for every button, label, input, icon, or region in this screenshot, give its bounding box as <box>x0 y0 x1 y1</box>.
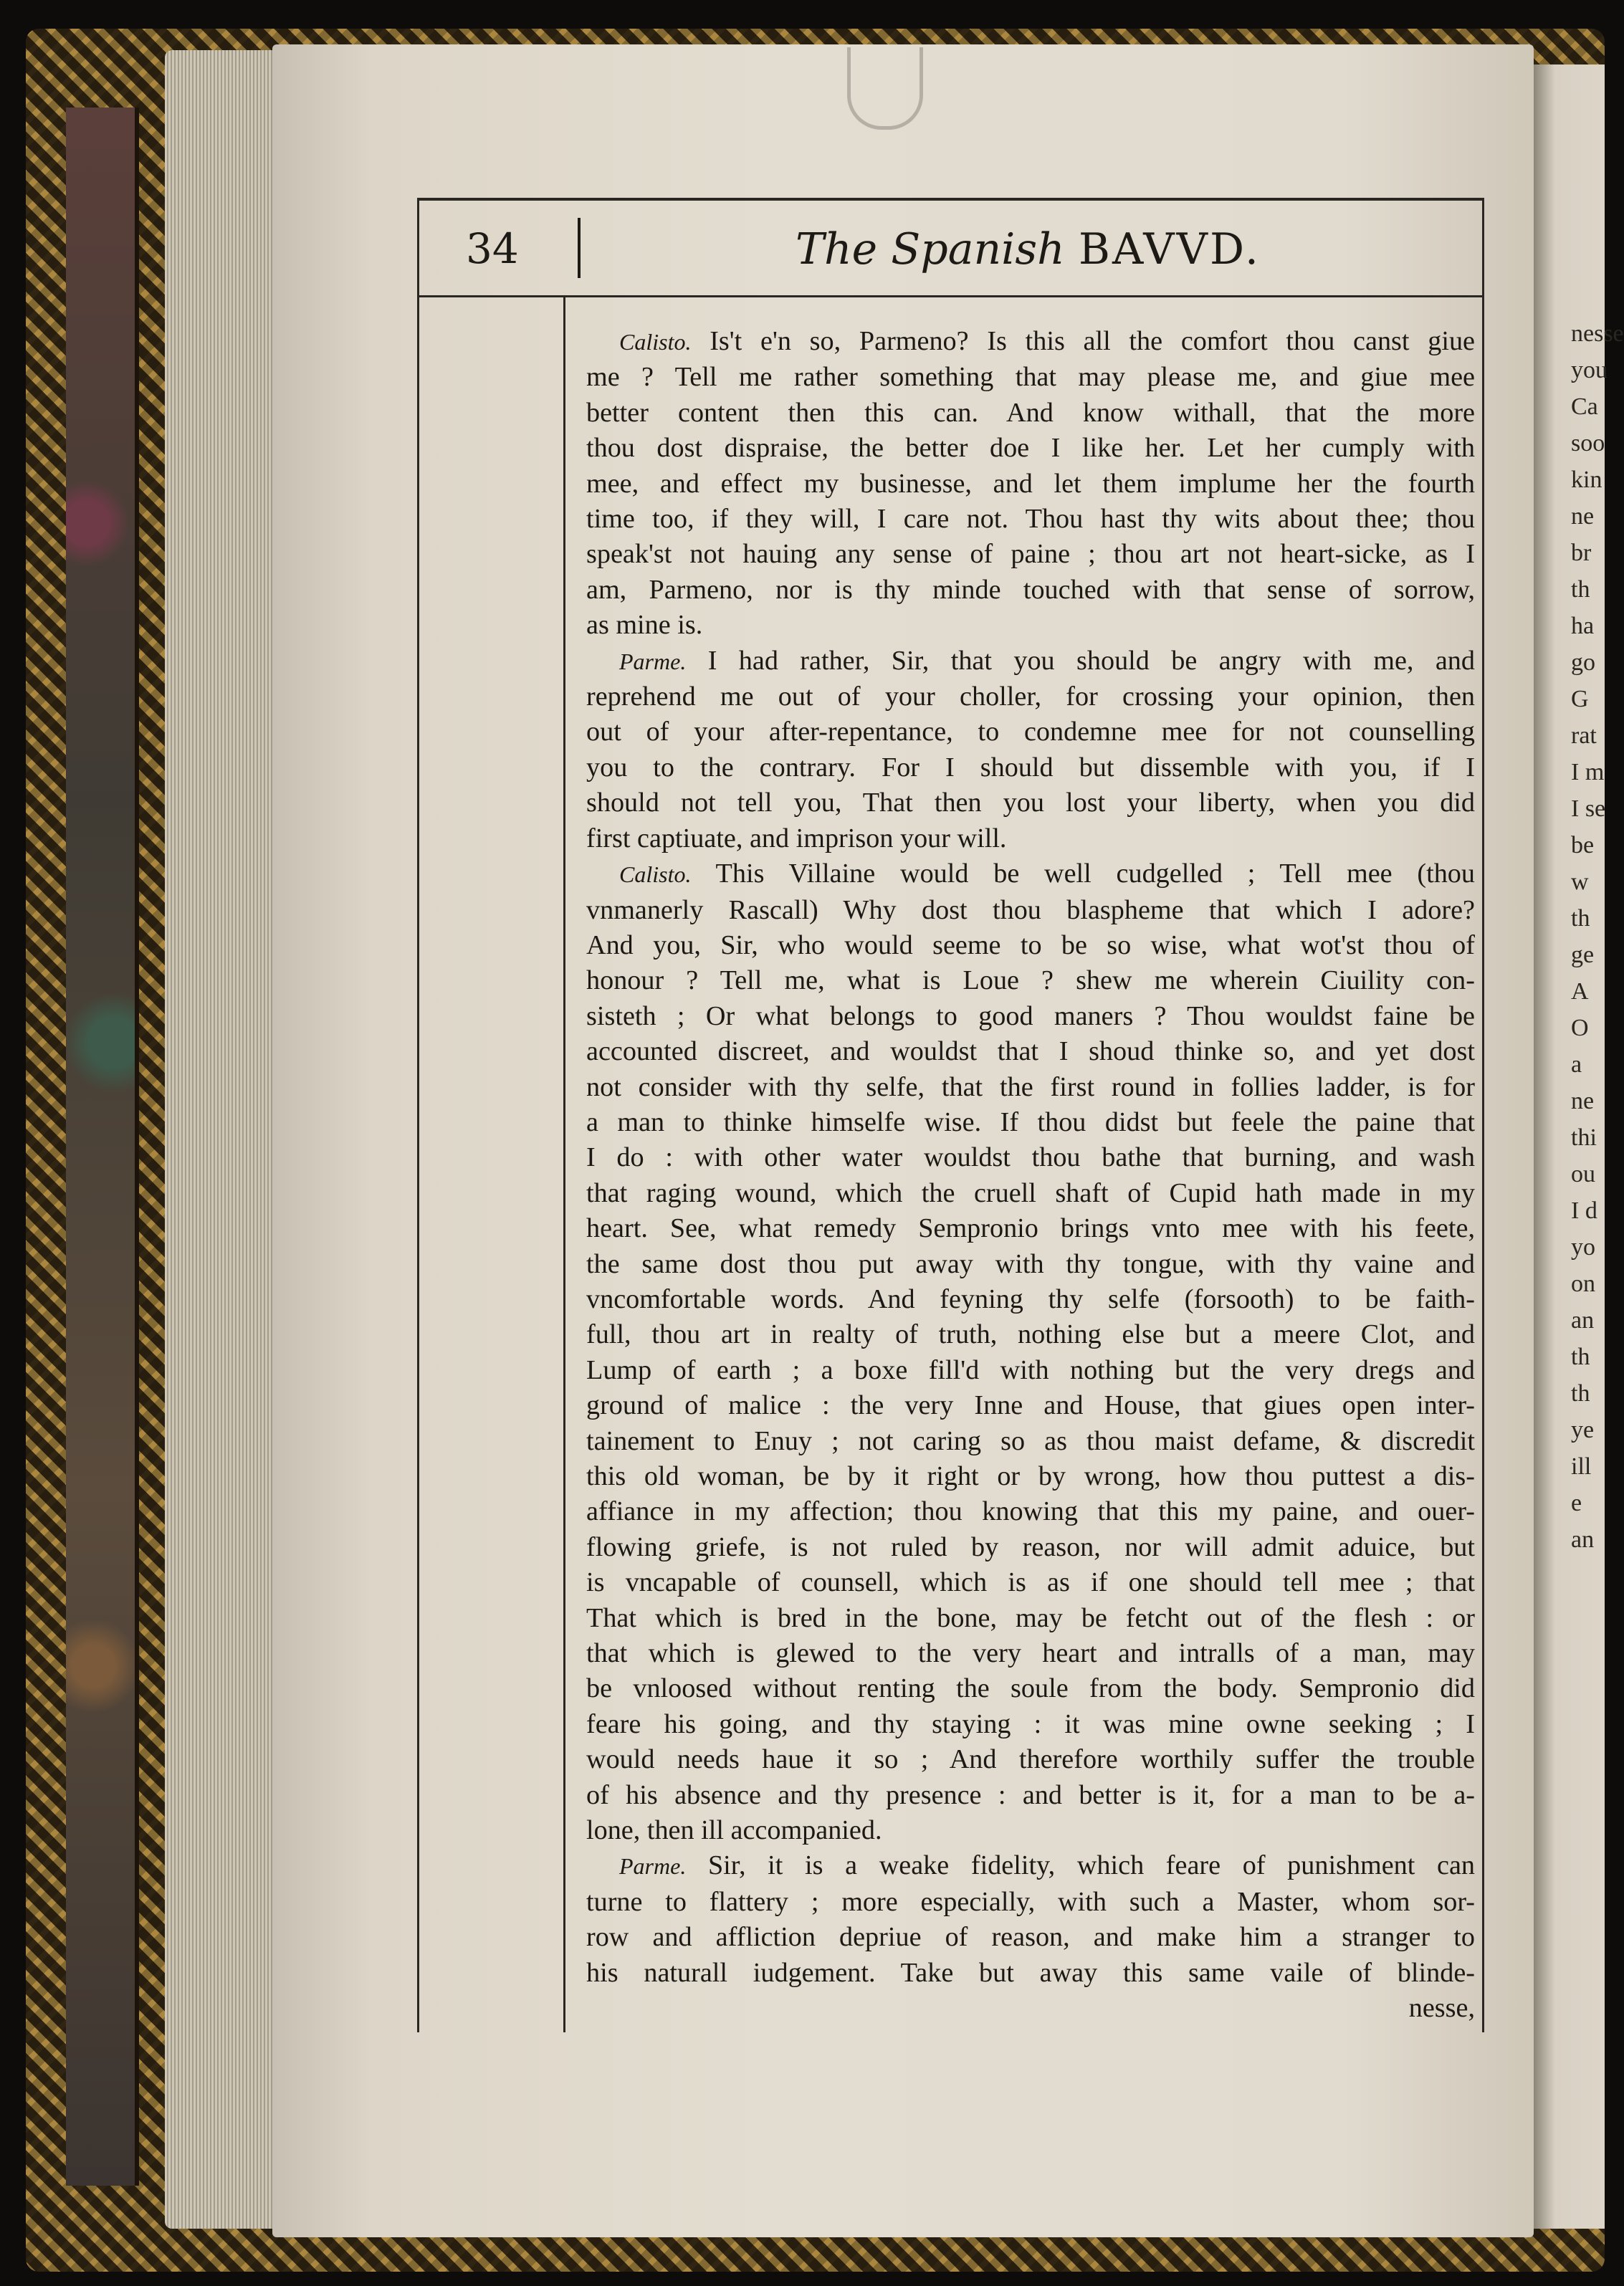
text-line: that which is glewed to the very heart and intralls of a man, may <box>586 1638 1475 1669</box>
text-line: flowing griefe, is not ruled by reason, nor will admit aduice, but <box>586 1531 1475 1562</box>
text-line: not consider with thy selfe, that the first round in follies ladder, is for <box>586 1071 1475 1102</box>
marbled-endpaper <box>66 107 139 2186</box>
text-line: accounted discreet, and wouldst that I shoud thinke so, and yet dost <box>586 1036 1475 1067</box>
text-line: sisteth ; Or what belongs to good maners ? Thou wouldst faine be <box>586 1000 1475 1031</box>
text-line: is vncapable of counsell, which is as if one should tell mee ; that <box>586 1567 1475 1598</box>
facing-fragment: th <box>1571 1344 1590 1370</box>
catchword: nesse, <box>1408 1993 1475 2024</box>
facing-fragment: ha <box>1571 613 1595 639</box>
page-clip <box>847 47 923 130</box>
facing-fragment: rat <box>1571 722 1597 749</box>
facing-fragment: O <box>1571 1015 1589 1041</box>
running-title-italic: The Spanish <box>796 224 1065 274</box>
facing-fragment: ye <box>1571 1417 1595 1443</box>
text-line: be vnloosed without renting the soule from the body. Sempronio did <box>586 1673 1475 1704</box>
text-line: row and affliction depriue of reason, and make him a stranger to <box>586 1922 1475 1953</box>
text-line: this old woman, be by it right or by wrong, how thou puttest a dis- <box>586 1461 1475 1491</box>
facing-fragment: an <box>1571 1526 1595 1553</box>
facing-fragment: I m <box>1571 759 1605 785</box>
text-line: mee, and effect my businesse, and let them implume her the fourth <box>586 468 1475 499</box>
frame-right-rule <box>1482 198 1484 2032</box>
facing-fragment: an <box>1571 1307 1595 1334</box>
text-line: speak'st not hauing any sense of paine ; thou art not heart-sicke, as I <box>586 539 1475 570</box>
text-line: Parme. I had rather, Sir, that you should be angry with me, and <box>619 645 1475 676</box>
speaker-name: Parme. <box>619 1853 687 1880</box>
text-line: feare his going, and thy staying : it was mine owne seeking ; I <box>586 1708 1475 1739</box>
frame-top-rule <box>417 198 1484 201</box>
facing-fragment: G <box>1571 686 1589 712</box>
text-line: affiance in my affection; thou knowing that this my paine, and ouer- <box>586 1496 1475 1527</box>
header-divider <box>578 218 581 278</box>
text-line: as mine is. <box>586 610 703 641</box>
text-line: the same dost thou put away with thy tongue, with thy vaine and <box>586 1248 1475 1279</box>
text-line: out of your after-repentance, to condemne mee for not counselling <box>586 717 1475 747</box>
text-line: of his absence and thy presence : and better is it, for a man to be a- <box>586 1779 1475 1810</box>
facing-fragment: th <box>1571 576 1590 603</box>
facing-fragment: ou <box>1571 1161 1595 1187</box>
facing-fragment: br <box>1571 540 1592 566</box>
facing-fragment: on <box>1571 1271 1595 1297</box>
text-line: reprehend me out of your choller, for crossing your opinion, then <box>586 682 1475 712</box>
text-line: vncomfortable words. And feyning thy selfe (forsooth) to be faith- <box>586 1283 1475 1314</box>
text-line: ground of malice : the very Inne and House, that giues open inter- <box>586 1390 1475 1421</box>
text-line: tainement to Enuy ; not caring so as thou maist defame, & discredit <box>586 1425 1475 1456</box>
facing-fragment: e <box>1571 1490 1582 1516</box>
facing-page-text <box>1571 315 1624 1558</box>
facing-fragment: a <box>1571 1051 1582 1078</box>
facing-fragment: I se <box>1571 795 1606 822</box>
facing-fragment: ne <box>1571 1088 1595 1114</box>
text-line: his naturall iudgement. Take but away this same vaile of blinde- <box>586 1957 1475 1988</box>
facing-fragment: thi <box>1571 1124 1597 1151</box>
facing-fragment: kin <box>1571 467 1602 493</box>
running-title-caps: BAVVD. <box>1078 224 1261 274</box>
text-line: Calisto. This Villaine would be well cudgelled ; Tell mee (thou <box>619 859 1475 889</box>
facing-fragment: ne <box>1571 503 1595 530</box>
text-line: you to the contrary. For I should but dissemble with you, if I <box>586 752 1475 783</box>
text-line: a man to thinke himselfe wise. If thou didst but feele the paine that <box>586 1106 1475 1137</box>
facing-fragment: A <box>1571 978 1589 1005</box>
text-line: And you, Sir, who would seeme to be so wise, what wot'st thou of <box>586 929 1475 960</box>
text-line: Calisto. Is't e'n so, Parmeno? Is this all the comfort thou canst giue <box>619 326 1475 356</box>
speaker-name: Parme. <box>619 648 687 674</box>
text-line: lone, then ill accompanied. <box>586 1815 882 1846</box>
facing-fragment: w <box>1571 869 1589 895</box>
text-line: thou dost dispraise, the better doe I like her. Let her cumply with <box>586 433 1475 464</box>
facing-fragment: th <box>1571 1380 1590 1407</box>
frame-left-rule <box>417 198 419 2032</box>
facing-fragment: go <box>1571 649 1595 676</box>
text-line: better content then this can. And know withall, that the more <box>586 397 1475 428</box>
text-line: Parme. Sir, it is a weake fidelity, which feare of punishment can <box>619 1850 1475 1881</box>
text-line: would needs haue it so ; And therefore worthily suffer the trouble <box>586 1744 1475 1775</box>
facing-fragment: nesse <box>1571 320 1624 347</box>
header-rule <box>417 295 1484 297</box>
facing-fragment: Ca <box>1571 393 1598 420</box>
facing-fragment: you <box>1571 357 1608 383</box>
margin-rule <box>563 297 565 2032</box>
text-line: am, Parmeno, nor is thy minde touched with that sense of sorrow, <box>586 574 1475 605</box>
page-number: 34 <box>466 224 519 273</box>
text-line: should not tell you, That then you lost your liberty, when you did <box>586 788 1475 818</box>
text-line: that raging wound, which the cruell shaft of Cupid hath made in my <box>586 1177 1475 1208</box>
speaker-name: Calisto. <box>619 329 692 355</box>
text-line: time too, if they will, I care not. Thou hast thy wits about thee; thou <box>586 504 1475 535</box>
facing-fragment: soo <box>1571 430 1605 456</box>
text-line: I do : with other water wouldst thou bathe that burning, and wash <box>586 1142 1475 1173</box>
text-line: That which is bred in the bone, may be fetcht out of the flesh : or <box>586 1602 1475 1633</box>
facing-fragment: yo <box>1571 1234 1595 1261</box>
text-line: honour ? Tell me, what is Loue ? shew me wherein Ciuility con- <box>586 965 1475 996</box>
speaker-name: Calisto. <box>619 861 692 888</box>
text-line: heart. See, what remedy Sempronio brings vnto mee with his feete, <box>586 1213 1475 1244</box>
text-line: full, thou art in realty of truth, nothing else but a meere Clot, and <box>586 1319 1475 1350</box>
facing-fragment: ge <box>1571 942 1595 968</box>
text-line: first captiuate, and imprison your will. <box>586 823 1007 853</box>
text-line: me ? Tell me rather something that may please me, and giue mee <box>586 362 1475 393</box>
facing-fragment: be <box>1571 832 1595 859</box>
text-line: Lump of earth ; a boxe fill'd with nothing but the very dregs and <box>586 1354 1475 1385</box>
text-line: vnmanerly Rascall) Why dost thou blaspheme that which I adore? <box>586 894 1475 925</box>
body-text <box>586 324 1475 2027</box>
facing-fragment: th <box>1571 905 1590 932</box>
facing-fragment: I d <box>1571 1197 1597 1224</box>
text-line: turne to flattery ; more especially, with such a Master, whom sor- <box>586 1886 1475 1917</box>
facing-fragment: ill <box>1571 1453 1592 1480</box>
running-title <box>796 224 1261 274</box>
